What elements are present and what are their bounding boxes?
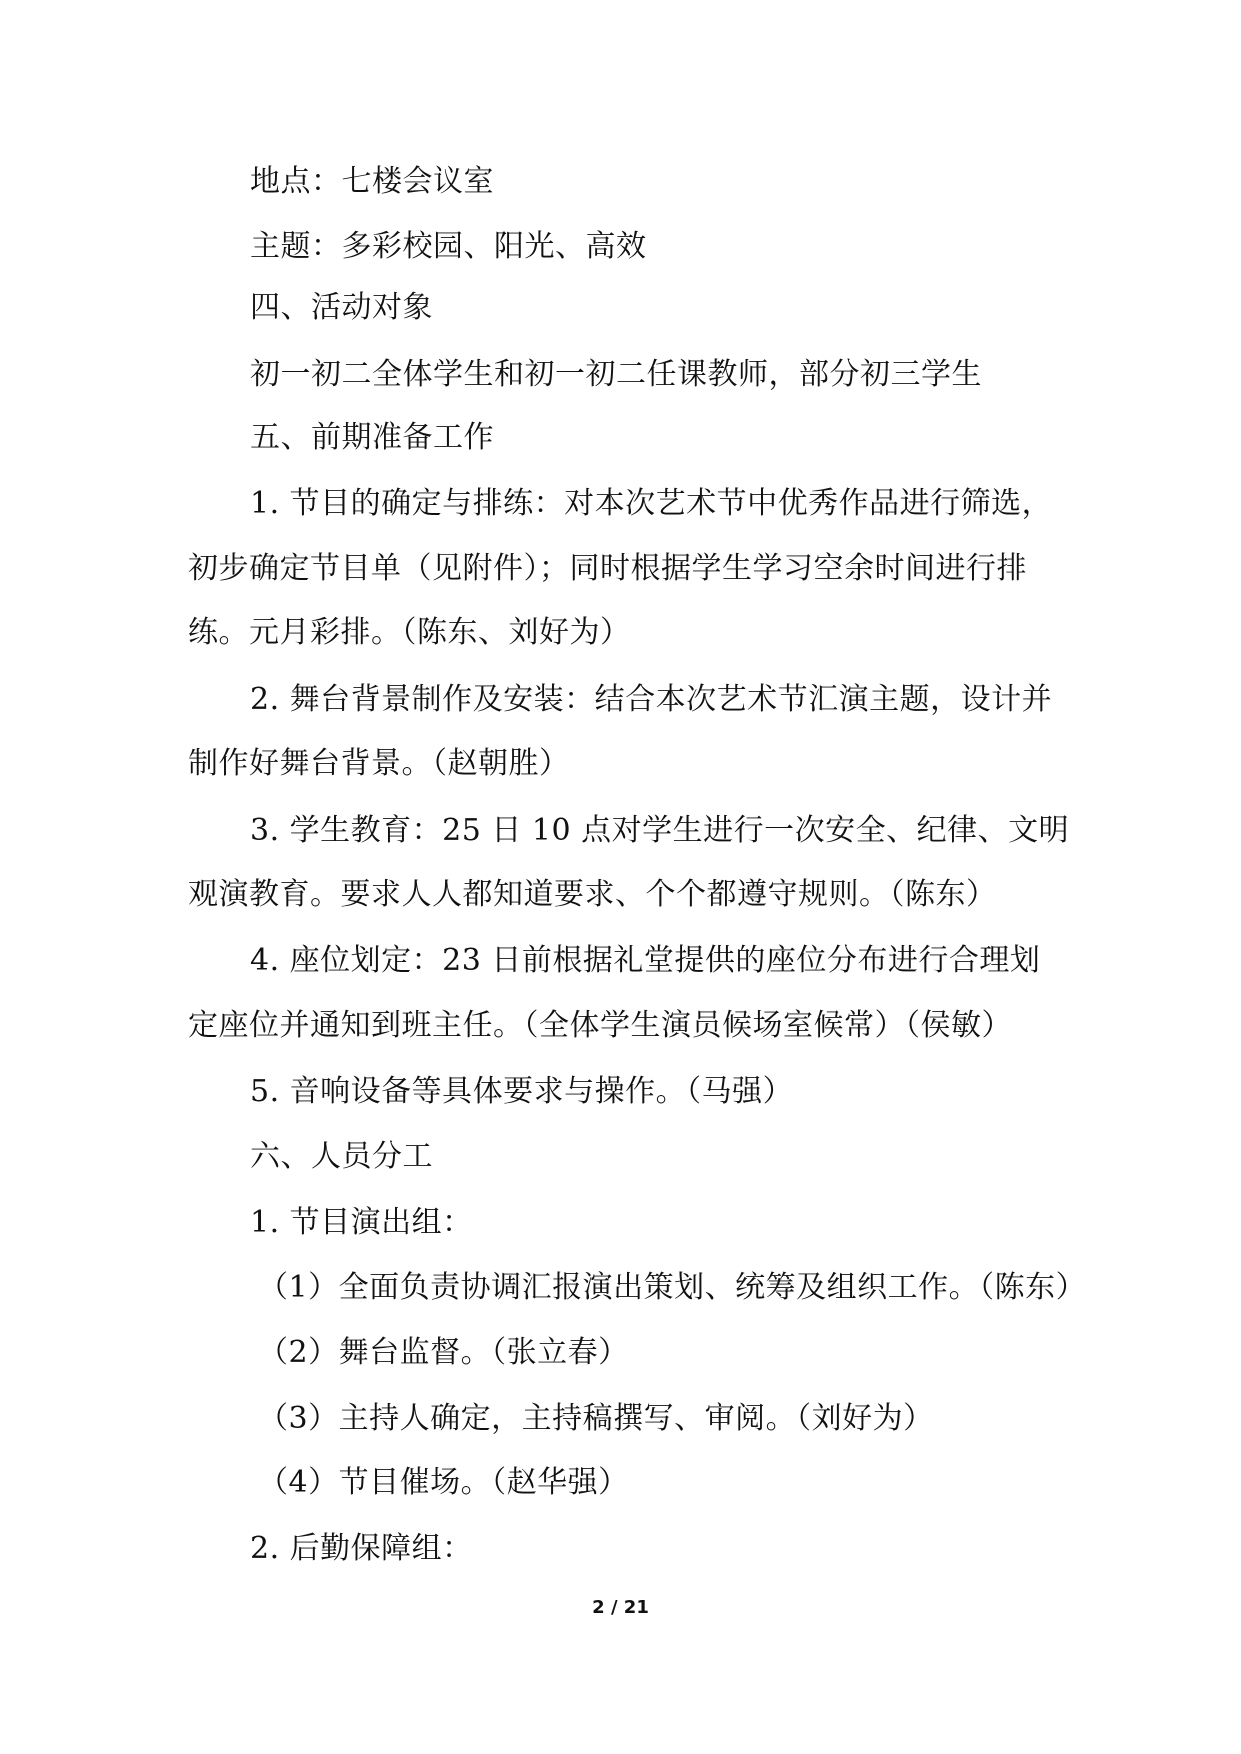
list-item-staff-1-4: （4）节目催场。（赵华强） xyxy=(258,1465,629,1500)
text-line-prep-3a: 3. 学生教育：25 日 10 点对学生进行一次安全、纪律、文明 xyxy=(250,813,1070,848)
text-line-prep-1c: 练。元月彩排。（陈东、刘好为） xyxy=(188,615,631,650)
section-heading-participants: 四、活动对象 xyxy=(250,290,433,325)
text-line-staff-2: 2. 后勤保障组： xyxy=(250,1531,473,1566)
text-line-prep-5: 5. 音响设备等具体要求与操作。（马强） xyxy=(250,1074,794,1109)
text-line-prep-4a: 4. 座位划定：23 日前根据礼堂提供的座位分布进行合理划 xyxy=(250,943,1041,978)
text-line-theme: 主题：多彩校园、阳光、高效 xyxy=(250,229,647,264)
text-line-staff-1: 1. 节目演出组： xyxy=(250,1205,473,1240)
page-number: 2 / 21 xyxy=(592,1597,649,1618)
text-line-location: 地点：七楼会议室 xyxy=(250,164,494,199)
text-line-prep-1b: 初步确定节目单（见附件）；同时根据学生学习空余时间进行排 xyxy=(188,551,1027,586)
section-heading-preparation: 五、前期准备工作 xyxy=(250,420,494,455)
text-line-prep-4b: 定座位并通知到班主任。（全体学生演员候场室候常）（侯敏） xyxy=(188,1008,1012,1043)
text-line-prep-1a: 1. 节目的确定与排练：对本次艺术节中优秀作品进行筛选， xyxy=(250,486,1053,521)
text-line-prep-2b: 制作好舞台背景。（赵朝胜） xyxy=(188,746,570,781)
text-line-participants: 初一初二全体学生和初一初二任课教师，部分初三学生 xyxy=(250,357,982,392)
section-heading-staff: 六、人员分工 xyxy=(250,1139,433,1174)
list-item-staff-1-2: （2）舞台监督。（张立春） xyxy=(258,1335,629,1370)
list-item-staff-1-1: （1）全面负责协调汇报演出策划、统筹及组织工作。（陈东） xyxy=(258,1270,1087,1305)
text-line-prep-3b: 观演教育。要求人人都知道要求、个个都遵守规则。（陈东） xyxy=(188,877,997,912)
list-item-staff-1-3: （3）主持人确定，主持稿撰写、审阅。（刘好为） xyxy=(258,1401,934,1436)
text-line-prep-2a: 2. 舞台背景制作及安装：结合本次艺术节汇演主题，设计并 xyxy=(250,682,1053,717)
